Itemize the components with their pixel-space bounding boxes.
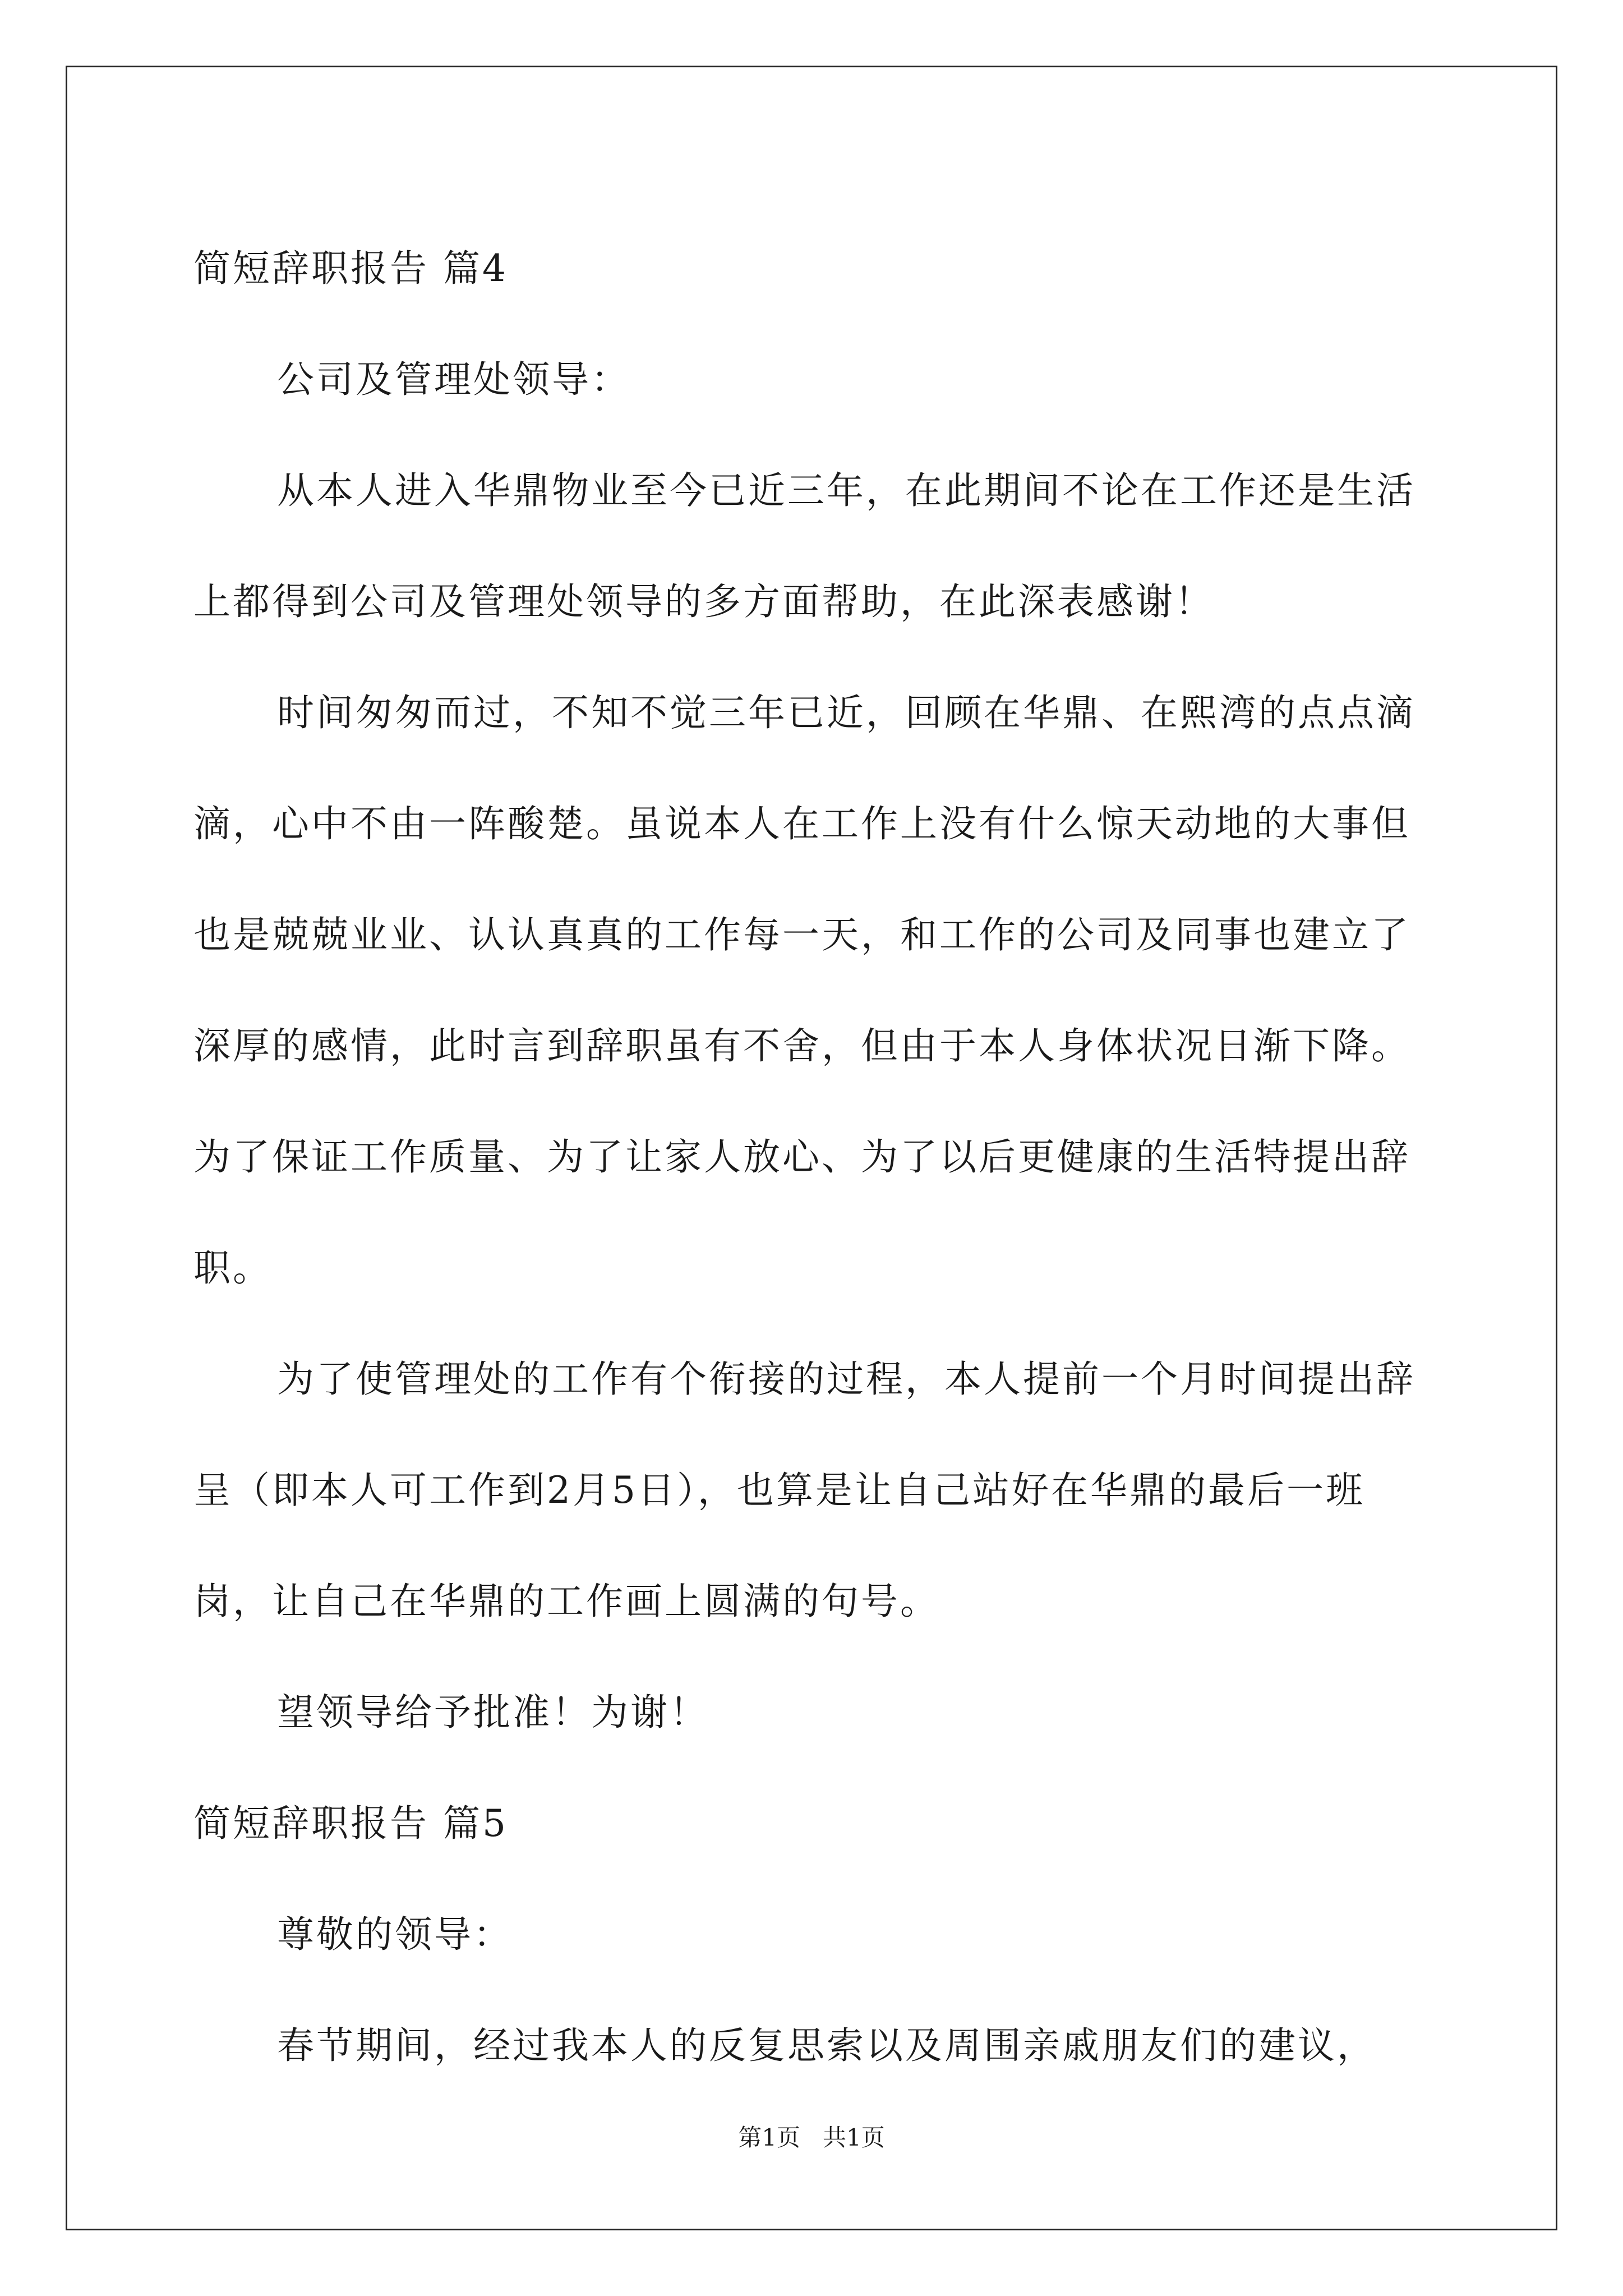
page-footer bbox=[0, 2124, 1623, 2152]
paragraph: 春节期间，经过我本人的反复思索以及周围亲戚朋友们的建议， bbox=[277, 2024, 1376, 2067]
page-total: 共1页 bbox=[823, 2124, 885, 2151]
paragraph: 为了使管理处的工作有个衔接的过程，本人提前一个月时间提出辞呈（即本人可工作到2月5日），也算是让自己站好在华鼎的最后一班岗，让自己在华鼎的工作画上圆满的句号。 bbox=[193, 1358, 1415, 1623]
section-heading-4: 简短辞职报告 篇4 bbox=[193, 247, 508, 290]
salutation-1: 公司及管理处领导： bbox=[277, 358, 630, 401]
salutation-2: 尊敬的领导： bbox=[277, 1913, 513, 1956]
section-heading-5: 简短辞职报告 篇5 bbox=[193, 1802, 508, 1845]
paragraph: 望领导给予批准！为谢！ bbox=[277, 1691, 709, 1734]
paragraph: 时间匆匆而过，不知不觉三年已近，回顾在华鼎、在熙湾的点点滴滴，心中不由一阵酸楚。虽说本人在工作上没有什么惊天动地的大事但也是兢兢业业、认认真真的工作每一天，和工作的公司及同事也建立了深厚的感情，此时言到辞职虽有不舍，但由于本人身体状况日渐下降。为了保证工作质量、为了让家人放心、为了以后更健康的生活特提出辞职。 bbox=[193, 691, 1415, 1290]
document-body bbox=[193, 213, 1427, 2101]
paragraph: 从本人进入华鼎物业至今已近三年，在此期间不论在工作还是生活上都得到公司及管理处领导的多方面帮助，在此深表感谢！ bbox=[193, 469, 1415, 623]
page-number: 第1页 bbox=[738, 2124, 800, 2151]
